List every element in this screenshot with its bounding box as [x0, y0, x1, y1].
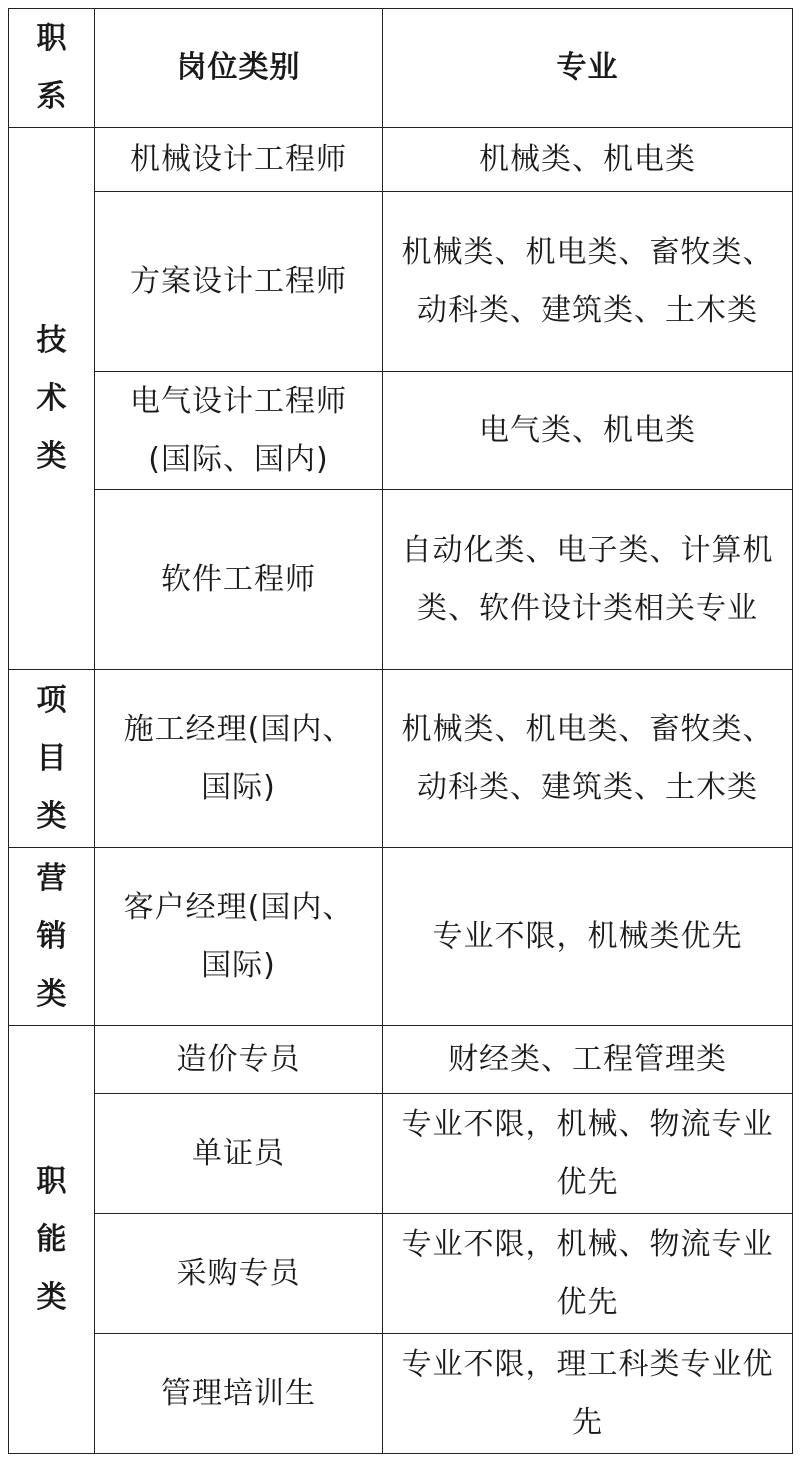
table-row	[9, 670, 793, 848]
major-cell: 机械类、机电类、畜牧类、动科类、建筑类、土木类	[383, 670, 793, 848]
major-cell: 专业不限，机械、物流专业优先	[383, 1094, 793, 1214]
table-row	[9, 372, 793, 490]
major-cell: 专业不限，理工科类专业优先	[383, 1334, 793, 1454]
position-cell: 机械设计工程师	[95, 128, 383, 192]
header-position: 岗位类别	[95, 9, 383, 128]
position-cell: 单证员	[95, 1094, 383, 1214]
major-cell: 自动化类、电子类、计算机类、软件设计类相关专业	[383, 490, 793, 670]
header-major: 专业	[383, 9, 793, 128]
header-category: 职系	[9, 9, 95, 128]
position-cell: 电气设计工程师(国际、国内)	[95, 372, 383, 490]
table-row	[9, 1214, 793, 1334]
table-row	[9, 1334, 793, 1454]
position-cell: 管理培训生	[95, 1334, 383, 1454]
table-row	[9, 848, 793, 1026]
major-cell: 专业不限，机械、物流专业优先	[383, 1214, 793, 1334]
category-cell-marketing: 营销类	[9, 848, 95, 1026]
major-cell: 财经类、工程管理类	[383, 1026, 793, 1094]
major-cell: 电气类、机电类	[383, 372, 793, 490]
header-row	[9, 9, 793, 128]
position-cell: 采购专员	[95, 1214, 383, 1334]
position-cell: 客户经理(国内、国际)	[95, 848, 383, 1026]
category-cell-project: 项目类	[9, 670, 95, 848]
position-cell: 施工经理(国内、国际)	[95, 670, 383, 848]
table-row	[9, 1026, 793, 1094]
recruitment-table	[8, 8, 793, 1454]
position-cell: 造价专员	[95, 1026, 383, 1094]
category-cell-function: 职能类	[9, 1026, 95, 1454]
table-row	[9, 192, 793, 372]
table-row	[9, 490, 793, 670]
table-row	[9, 1094, 793, 1214]
table-row	[9, 128, 793, 192]
major-cell: 机械类、机电类	[383, 128, 793, 192]
major-cell: 专业不限，机械类优先	[383, 848, 793, 1026]
major-cell: 机械类、机电类、畜牧类、动科类、建筑类、土木类	[383, 192, 793, 372]
position-cell: 软件工程师	[95, 490, 383, 670]
position-cell: 方案设计工程师	[95, 192, 383, 372]
category-cell-tech: 技术类	[9, 128, 95, 670]
